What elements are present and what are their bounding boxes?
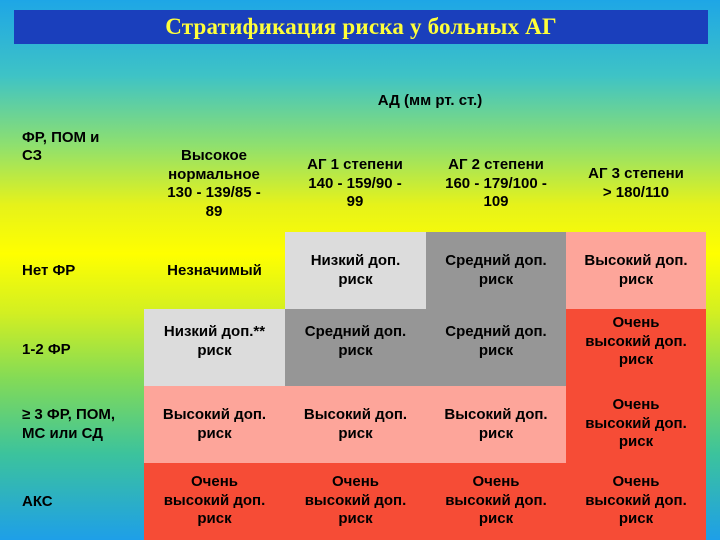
col-header-ag1: АГ 1 степени 140 - 159/90 - 99 bbox=[307, 156, 403, 210]
bp-group-header: АД (мм рт. ст.) bbox=[377, 92, 483, 109]
risk-cell-very-high: Очень высокий доп. риск bbox=[285, 463, 426, 540]
risk-cell-high: Высокий доп. риск bbox=[144, 386, 285, 463]
row-label-3plus-rf: ≥ 3 ФР, ПОМ, МС или СД bbox=[22, 406, 116, 442]
row-label-no-rf: Нет ФР bbox=[22, 262, 76, 279]
risk-cell-very-high: Очень высокий доп. риск bbox=[144, 463, 285, 540]
risk-cell-low: Низкий доп.** риск bbox=[144, 309, 285, 386]
risk-cell-very-high: Очень высокий доп. риск bbox=[566, 463, 706, 540]
risk-cell-very-high: Очень высокий доп. риск bbox=[426, 463, 566, 540]
col-header-ag2: АГ 2 степени 160 - 179/100 - 109 bbox=[445, 156, 547, 210]
risk-cell-high: Высокий доп. риск bbox=[285, 386, 426, 463]
risk-cell-very-high: Очень высокий доп. риск bbox=[566, 386, 706, 463]
risk-cell-low: Низкий доп. риск bbox=[285, 232, 426, 309]
col-header-high-normal: Высокое нормальное 130 - 139/85 - 89 bbox=[167, 147, 261, 220]
col-header-ag3: АГ 3 степени > 180/110 bbox=[588, 165, 684, 201]
slide-title: Стратификация риска у больных АГ bbox=[165, 14, 557, 39]
risk-cell-moderate: Средний доп. риск bbox=[426, 232, 566, 309]
row-header: ФР, ПОМ и СЗ bbox=[22, 129, 100, 164]
risk-cell-high: Высокий доп. риск bbox=[566, 232, 706, 309]
risk-cell-moderate: Средний доп. риск bbox=[285, 309, 426, 386]
row-label-1-2-rf: 1-2 ФР bbox=[22, 341, 71, 358]
slide-title-bar bbox=[14, 10, 708, 44]
risk-cell-negligible: Незначимый bbox=[167, 262, 262, 279]
risk-cell-high: Высокий доп. риск bbox=[426, 386, 566, 463]
row-label-acs: АКС bbox=[22, 493, 53, 510]
risk-cell-very-high: Очень высокий доп. риск bbox=[566, 309, 706, 386]
risk-cell-moderate: Средний доп. риск bbox=[426, 309, 566, 386]
